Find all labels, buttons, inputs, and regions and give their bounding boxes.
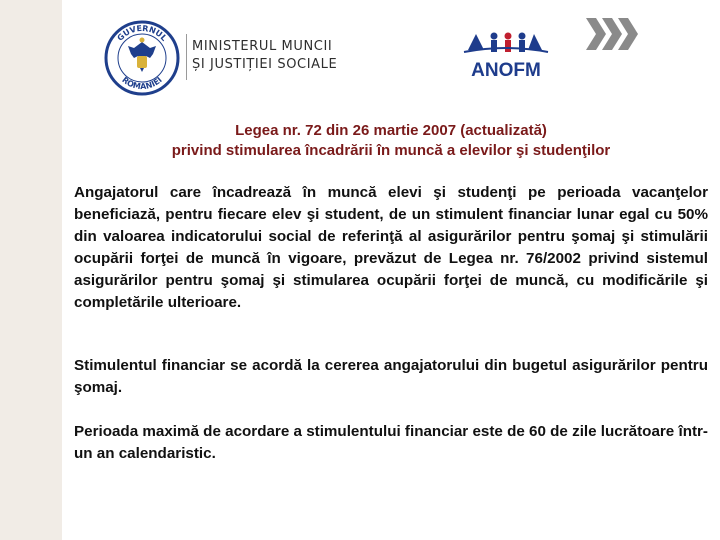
title-line-1: Legea nr. 72 din 26 martie 2007 (actualizată) [235,122,547,139]
ministry-name [192,38,342,74]
ministry-logo-block [100,18,342,96]
svg-text:ROMÂNIEI: ROMÂNIEI [120,75,164,92]
chevron-right-triple-icon [584,16,640,52]
title-line-2: privind stimularea încadrării în muncă a elevilor şi studenţilor [171,142,611,159]
anofm-logo [454,28,558,82]
svg-text:GUVERNUL: GUVERNUL [115,23,169,43]
government-seal [104,20,180,96]
document-title [74,121,708,161]
ministry-line-2: ȘI JUSTIȚIEI SOCIALE [192,57,338,72]
paragraph-stimulus-description: Angajatorul care încadrează în muncă elevi şi studenţi pe perioada vacanţelor beneficiază, pentru fiecare elev şi student, de un stimulent financiar lunar egal cu 50% din valoarea indicatorului social de referinţă al asigurărilor pentru şomaj şi stimulării ocupării forţei de muncă în vigoare, prevăzut de Legea nr. 76/2002 privind sistemul asigurărilor pentru şomaj şi stimularea ocupării forţei de muncă, cu modificările şi completările ulterioare. [74,184,708,311]
anofm-wordmark: ANOFM [471,60,541,81]
paragraph-stimulus-source: Stimulentul financiar se acordă la cererea angajatorului din bugetul asigurărilor pentru şomaj. [74,357,708,396]
paragraph-stimulus-period: Perioada maximă de acordare a stimulentului financiar este de 60 de zile lucrătoare într-un an calendaristic. [74,423,708,462]
logo-divider [186,34,187,80]
ministry-line-1: MINISTERUL MUNCII [192,39,333,54]
side-decor-bar [0,0,62,540]
